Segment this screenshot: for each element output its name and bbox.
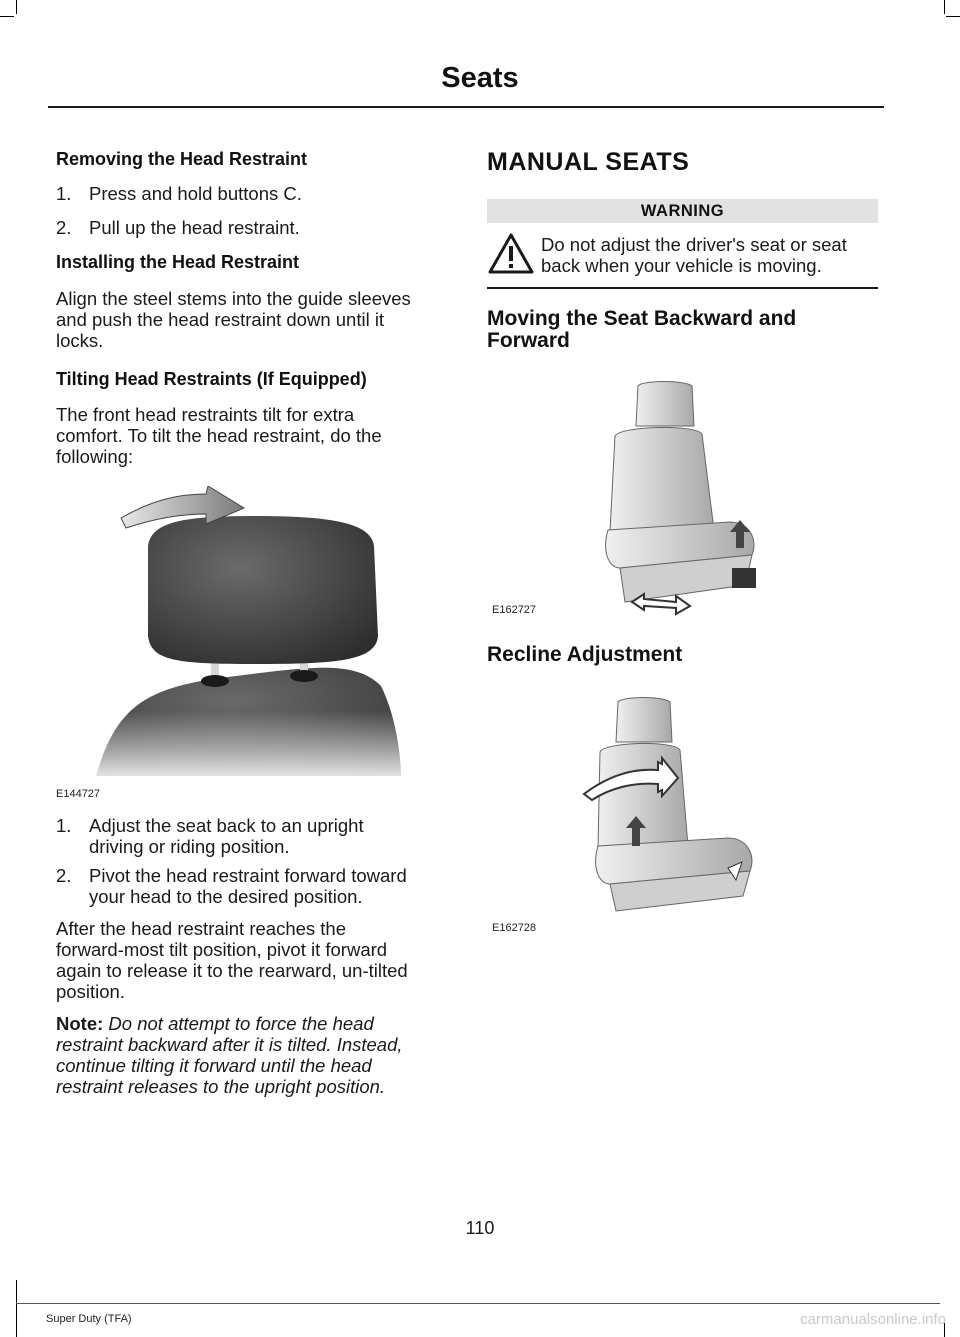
paragraph-line: locks. <box>56 330 104 351</box>
footer-model: Super Duty (TFA) <box>46 1313 132 1325</box>
removing-heading: Removing the Head Restraint <box>56 149 308 169</box>
header-divider <box>48 106 884 108</box>
tilting-heading: Tilting Head Restraints (If Equipped) <box>56 369 367 389</box>
moving-heading-line: Moving the Seat Backward and <box>487 307 797 330</box>
moving-heading-line: Forward <box>487 329 570 352</box>
paragraph-line: following: <box>56 446 134 467</box>
note-line: restraint backward after it is tilted. Instead, <box>56 1034 403 1055</box>
warning-triangle-icon <box>488 233 534 275</box>
crop-mark <box>0 16 14 17</box>
head-restraint-illustration <box>56 486 450 786</box>
footer-divider <box>16 1303 940 1304</box>
warning-banner: WARNING <box>487 199 878 223</box>
paragraph-line: After the head restraint reaches the <box>56 918 347 939</box>
warning-text-line: back when your vehicle is moving. <box>541 255 822 276</box>
note-line: continue tilting it forward until the head <box>56 1055 372 1076</box>
page-number: 110 <box>465 1218 495 1238</box>
figure-code: E162728 <box>492 922 537 934</box>
paragraph-line: forward-most tilt position, pivot it forward <box>56 939 388 960</box>
paragraph-line: again to release it to the rearward, un-tilted <box>56 960 408 981</box>
paragraph-line: The front head restraints tilt for extra <box>56 404 355 425</box>
paragraph-line: Align the steel stems into the guide sleeves <box>56 288 411 309</box>
paragraph-line: and push the head restraint down until it <box>56 309 385 330</box>
figure-code: E144727 <box>56 788 101 800</box>
section-heading: MANUAL SEATS <box>487 148 690 176</box>
watermark: carmanualsonline.info <box>800 1311 946 1328</box>
paragraph-line: position. <box>56 981 125 1002</box>
crop-mark <box>16 1280 17 1337</box>
note-label: Note: <box>56 1013 104 1034</box>
note-line: Note: Do not attempt to force the head <box>56 1013 374 1034</box>
seat-fore-aft-illustration <box>580 380 770 620</box>
crop-mark <box>946 16 960 17</box>
note-line: restraint releases to the upright position. <box>56 1076 386 1097</box>
paragraph-line: comfort. To tilt the head restraint, do the <box>56 425 382 446</box>
figure-code: E162727 <box>492 604 537 616</box>
page-title: Seats <box>441 62 519 94</box>
crop-mark <box>16 0 17 14</box>
seat-recline-illustration <box>578 696 768 936</box>
installing-heading: Installing the Head Restraint <box>56 252 300 272</box>
recline-heading: Recline Adjustment <box>487 643 683 666</box>
warning-text-line: Do not adjust the driver's seat or seat <box>541 234 847 255</box>
crop-mark <box>944 0 945 14</box>
warning-divider <box>487 287 878 289</box>
